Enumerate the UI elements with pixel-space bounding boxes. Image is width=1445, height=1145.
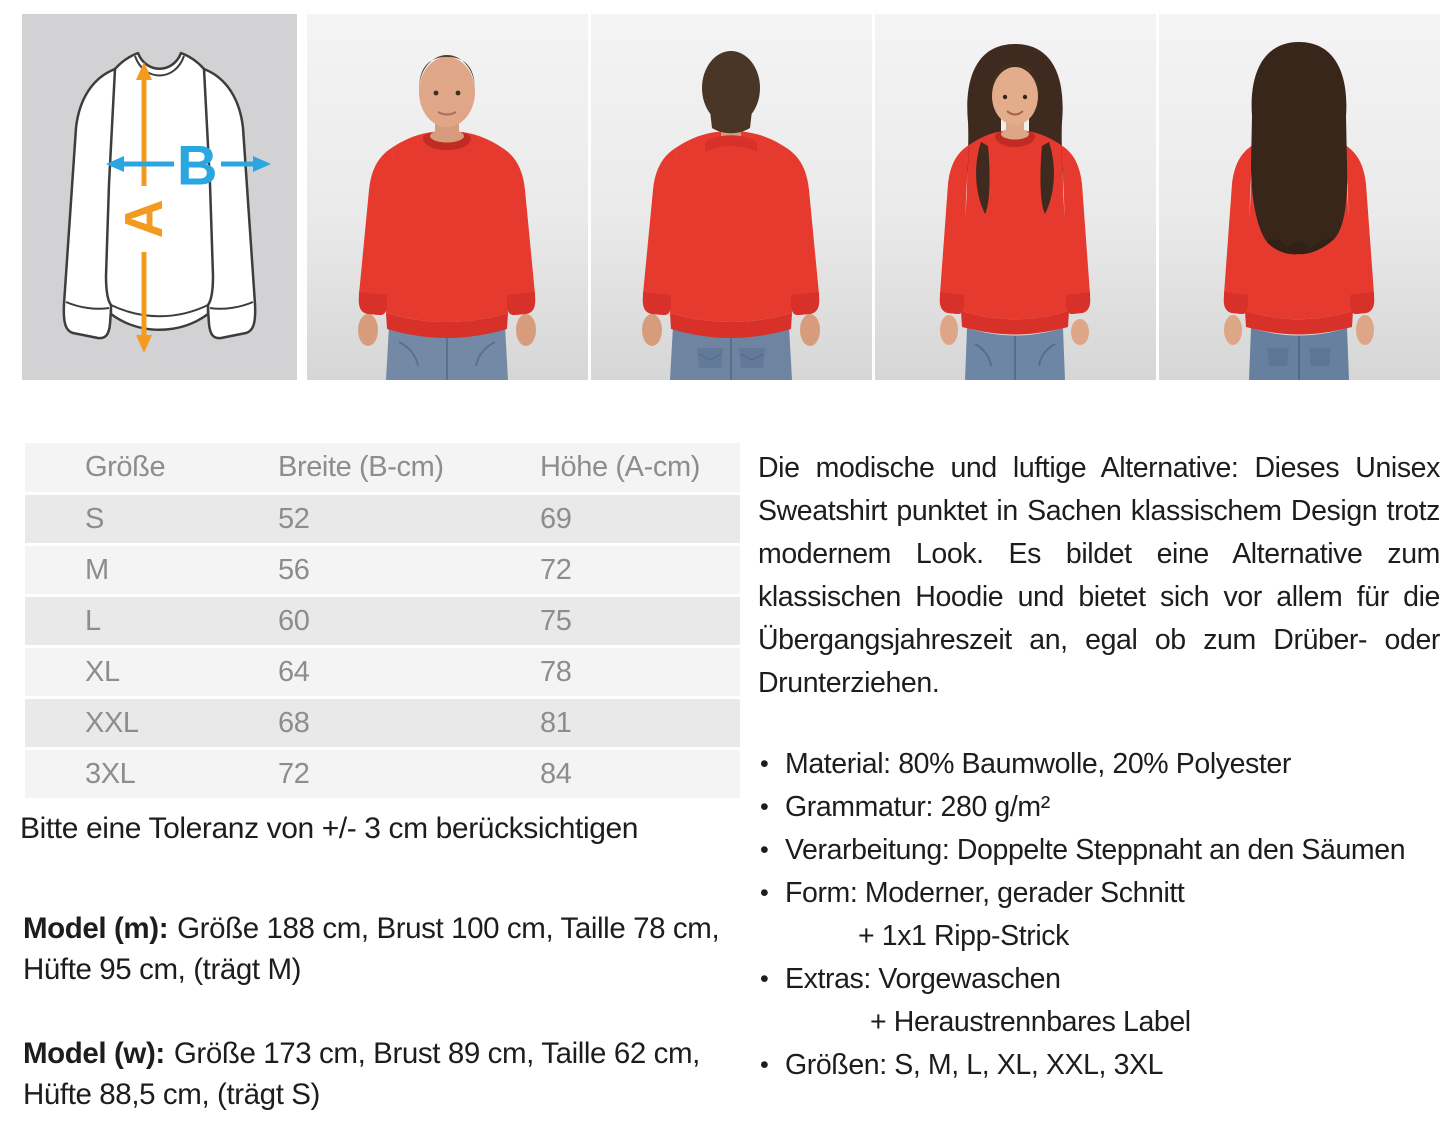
size-cell: XXL — [85, 707, 139, 739]
male-back-photo — [591, 14, 872, 380]
width-cell: 72 — [278, 758, 310, 790]
table-row-l — [25, 597, 740, 645]
feature-extras — [758, 958, 1440, 1044]
sweatshirt-measurement-diagram — [22, 14, 297, 380]
feature-list — [758, 743, 1440, 1087]
width-cell: 64 — [278, 656, 310, 688]
photo-male-back — [591, 14, 872, 380]
feature-verarbeitung — [758, 829, 1440, 872]
feature-groessen — [758, 1044, 1440, 1087]
width-cell: 56 — [278, 554, 310, 586]
width-cell: 60 — [278, 605, 310, 637]
model-female-details: Größe 173 cm, Brust 89 cm, Taille 62 cm, Hüfte 88,5 cm, (trägt S) — [23, 1037, 700, 1111]
width-label-b: B — [176, 133, 218, 197]
model-female-measurements — [23, 1033, 733, 1115]
height-cell: 81 — [540, 707, 572, 739]
width-cell: 52 — [278, 503, 310, 535]
size-table — [25, 443, 740, 801]
table-row-3xl — [25, 750, 740, 798]
photo-female-back — [1159, 14, 1440, 380]
product-description — [758, 447, 1440, 1087]
feature-extras-sub: + Heraustrennbares Label — [870, 1006, 1191, 1038]
size-cell: M — [85, 554, 109, 586]
size-diagram-panel — [22, 14, 297, 380]
feature-text: Verarbeitung: Doppelte Steppnaht an den Säumen — [785, 834, 1406, 866]
feature-text: Extras: Vorgewaschen — [785, 963, 1061, 995]
female-back-photo — [1159, 14, 1440, 380]
height-cell: 69 — [540, 503, 572, 535]
model-male-measurements — [23, 908, 733, 990]
description-paragraph: Die modische und luftige Alternative: Dieses Unisex Sweatshirt punktet in Sachen klassischem Design trotz modernem Look. Es bildet eine Alternative zum klassischen Hoodie und bietet sich vor allem für die Übergangsjahreszeit an, egal ob zum Drüber- oder Drunterziehen. — [758, 452, 1440, 699]
column-header-hoehe: Höhe (A-cm) — [540, 451, 700, 483]
feature-text: Größen: S, M, L, XL, XXL, 3XL — [785, 1049, 1164, 1081]
height-cell: 72 — [540, 554, 572, 586]
photo-female-front — [875, 14, 1156, 380]
height-label-a: A — [114, 199, 174, 239]
model-male-label: Model (m): — [23, 912, 169, 945]
tolerance-note: Bitte eine Toleranz von +/- 3 cm berücksichtigen — [20, 812, 639, 845]
table-row-xxl — [25, 699, 740, 747]
size-cell: L — [85, 605, 101, 637]
feature-grammatur — [758, 786, 1440, 829]
height-cell: 84 — [540, 758, 572, 790]
male-front-photo — [307, 14, 588, 380]
table-row-s — [25, 495, 740, 543]
feature-text: Material: 80% Baumwolle, 20% Polyester — [785, 748, 1291, 780]
female-front-photo — [875, 14, 1156, 380]
size-cell: XL — [85, 656, 120, 688]
model-female-label: Model (w): — [23, 1037, 165, 1070]
size-cell: S — [85, 503, 104, 535]
height-cell: 75 — [540, 605, 572, 637]
table-row-xl — [25, 648, 740, 696]
column-header-breite: Breite (B-cm) — [278, 451, 444, 483]
feature-text: Grammatur: 280 g/m² — [785, 791, 1050, 823]
photo-male-front — [307, 14, 588, 380]
width-cell: 68 — [278, 707, 310, 739]
feature-form-sub: + 1x1 Ripp-Strick — [858, 920, 1069, 952]
size-table-header-row — [25, 443, 740, 492]
feature-text: Form: Moderner, gerader Schnitt — [785, 877, 1185, 909]
size-cell: 3XL — [85, 758, 136, 790]
height-cell: 78 — [540, 656, 572, 688]
feature-form — [758, 872, 1440, 958]
feature-material — [758, 743, 1440, 786]
column-header-groesse: Größe — [85, 451, 166, 483]
model-male-details: Größe 188 cm, Brust 100 cm, Taille 78 cm, Hüfte 95 cm, (trägt M) — [23, 912, 720, 986]
table-row-m — [25, 546, 740, 594]
